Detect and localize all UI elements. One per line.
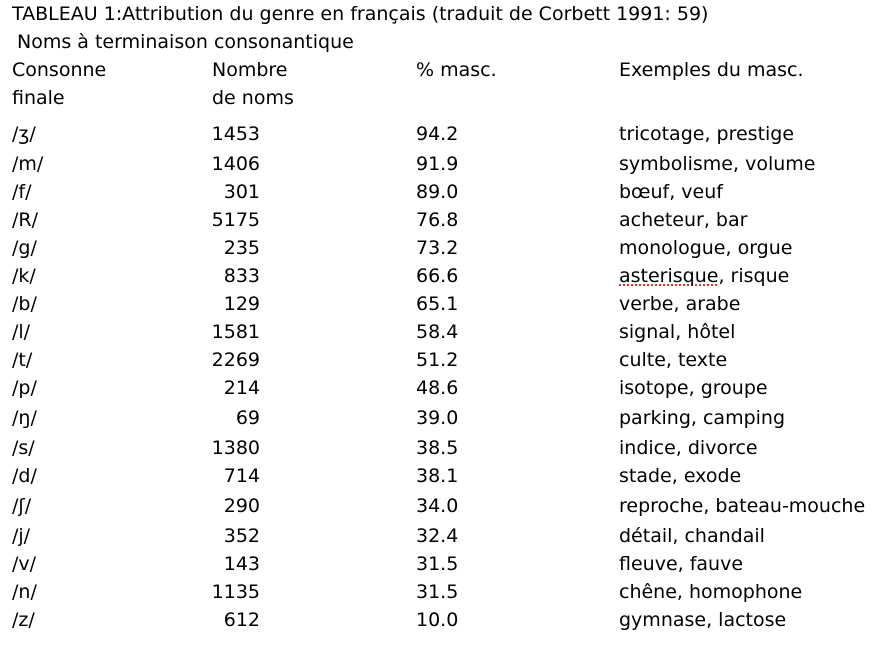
count-cell: 5175 — [211, 209, 260, 231]
consonant-cell: /l/ — [12, 321, 31, 343]
examples-cell: gymnase, lactose — [619, 609, 787, 631]
examples-cell: symbolisme, volume — [619, 153, 816, 175]
consonant-cell: /v/ — [12, 553, 37, 575]
table-row — [0, 434, 893, 462]
examples-cell: verbe, arabe — [619, 293, 741, 315]
consonant-cell: /f/ — [12, 181, 32, 203]
consonant-cell: /n/ — [12, 581, 37, 603]
consonant-cell: /m/ — [12, 153, 44, 175]
percent-cell: 73.2 — [416, 237, 459, 259]
count-cell: 143 — [223, 553, 260, 575]
table-row — [0, 462, 893, 490]
examples-spellcheck-word: asterisque — [619, 265, 719, 287]
table-title: TABLEAU 1:Attribution du genre en français (traduit de Corbett 1991: 59) — [12, 3, 709, 25]
percent-cell: 76.8 — [416, 209, 459, 231]
table-row — [0, 150, 893, 178]
percent-cell: 89.0 — [416, 181, 459, 203]
count-cell: 612 — [223, 609, 260, 631]
table-row — [0, 234, 893, 262]
table-row — [0, 206, 893, 234]
header-percent: % masc. — [416, 59, 497, 81]
percent-cell: 39.0 — [416, 407, 459, 429]
examples-cell: signal, hôtel — [619, 321, 736, 343]
consonant-cell: /s/ — [12, 437, 35, 459]
examples-cell: bœuf, veuf — [619, 181, 723, 203]
examples-cell: fleuve, fauve — [619, 553, 744, 575]
count-cell: 235 — [223, 237, 260, 259]
consonant-cell: /b/ — [12, 293, 37, 315]
examples-cell: indice, divorce — [619, 437, 758, 459]
percent-cell: 48.6 — [416, 377, 459, 399]
count-cell: 129 — [223, 293, 260, 315]
examples-cell: culte, texte — [619, 349, 728, 371]
table-row — [0, 578, 893, 606]
examples-cell: stade, exode — [619, 465, 742, 487]
consonant-cell: /d/ — [12, 465, 37, 487]
header-consonant-line2: finale — [12, 87, 65, 109]
table-row — [0, 346, 893, 374]
percent-cell: 10.0 — [416, 609, 459, 631]
percent-cell: 31.5 — [416, 553, 459, 575]
consonant-cell: /R/ — [12, 209, 39, 231]
percent-cell: 91.9 — [416, 153, 459, 175]
table-row — [0, 522, 893, 550]
consonant-cell: /g/ — [12, 237, 37, 259]
table-row — [0, 490, 893, 522]
percent-cell: 34.0 — [416, 495, 459, 517]
table-row — [0, 290, 893, 318]
table-row — [0, 178, 893, 206]
count-cell: 833 — [223, 265, 260, 287]
table-row — [0, 402, 893, 434]
examples-cell: parking, camping — [619, 407, 786, 429]
count-cell: 714 — [223, 465, 260, 487]
count-cell: 214 — [223, 377, 260, 399]
count-cell: 1406 — [211, 153, 260, 175]
header-count — [212, 56, 294, 112]
count-cell: 301 — [223, 181, 260, 203]
table-row — [0, 550, 893, 578]
consonant-cell: /ŋ/ — [12, 407, 37, 429]
percent-cell: 58.4 — [416, 321, 459, 343]
count-cell: 352 — [223, 525, 260, 547]
examples-cell: acheteur, bar — [619, 209, 748, 231]
table-row — [0, 606, 893, 634]
count-cell: 1453 — [211, 123, 260, 145]
percent-cell: 38.5 — [416, 437, 459, 459]
percent-cell: 32.4 — [416, 525, 459, 547]
header-count-line1: Nombre — [212, 59, 288, 81]
table-row — [0, 262, 893, 290]
examples-cell: détail, chandail — [619, 525, 765, 547]
percent-cell: 94.2 — [416, 123, 459, 145]
examples-cell: chêne, homophone — [619, 581, 803, 603]
count-cell: 1135 — [211, 581, 260, 603]
table-body — [0, 118, 893, 634]
consonant-cell: /j/ — [12, 525, 31, 547]
consonant-cell: /t/ — [12, 349, 33, 371]
consonant-cell: /z/ — [12, 609, 35, 631]
examples-cell: tricotage, prestige — [619, 123, 795, 145]
consonant-cell: /ʒ/ — [12, 123, 36, 145]
percent-cell: 38.1 — [416, 465, 459, 487]
header-examples: Exemples du masc. — [619, 59, 804, 81]
table-row — [0, 374, 893, 402]
count-cell: 1581 — [211, 321, 260, 343]
percent-cell: 65.1 — [416, 293, 459, 315]
consonant-cell: /ʃ/ — [12, 495, 32, 517]
count-cell: 290 — [223, 495, 260, 517]
percent-cell: 31.5 — [416, 581, 459, 603]
table-row — [0, 318, 893, 346]
table-subtitle: Noms à terminaison consonantique — [17, 31, 354, 53]
examples-cell: reproche, bateau-mouche — [619, 495, 866, 517]
percent-cell: 51.2 — [416, 349, 459, 371]
examples-cell: monologue, orgue — [619, 237, 793, 259]
count-cell: 2269 — [211, 349, 260, 371]
examples-rest: , risque — [718, 265, 790, 287]
header-count-line2: de noms — [212, 87, 294, 109]
header-consonant — [12, 56, 106, 112]
examples-cell — [619, 262, 789, 290]
count-cell: 1380 — [211, 437, 260, 459]
count-cell: 69 — [235, 407, 260, 429]
header-consonant-line1: Consonne — [12, 59, 107, 81]
consonant-cell: /k/ — [12, 265, 36, 287]
examples-cell: isotope, groupe — [619, 377, 768, 399]
percent-cell: 66.6 — [416, 265, 459, 287]
table-row — [0, 118, 893, 150]
consonant-cell: /p/ — [12, 377, 37, 399]
